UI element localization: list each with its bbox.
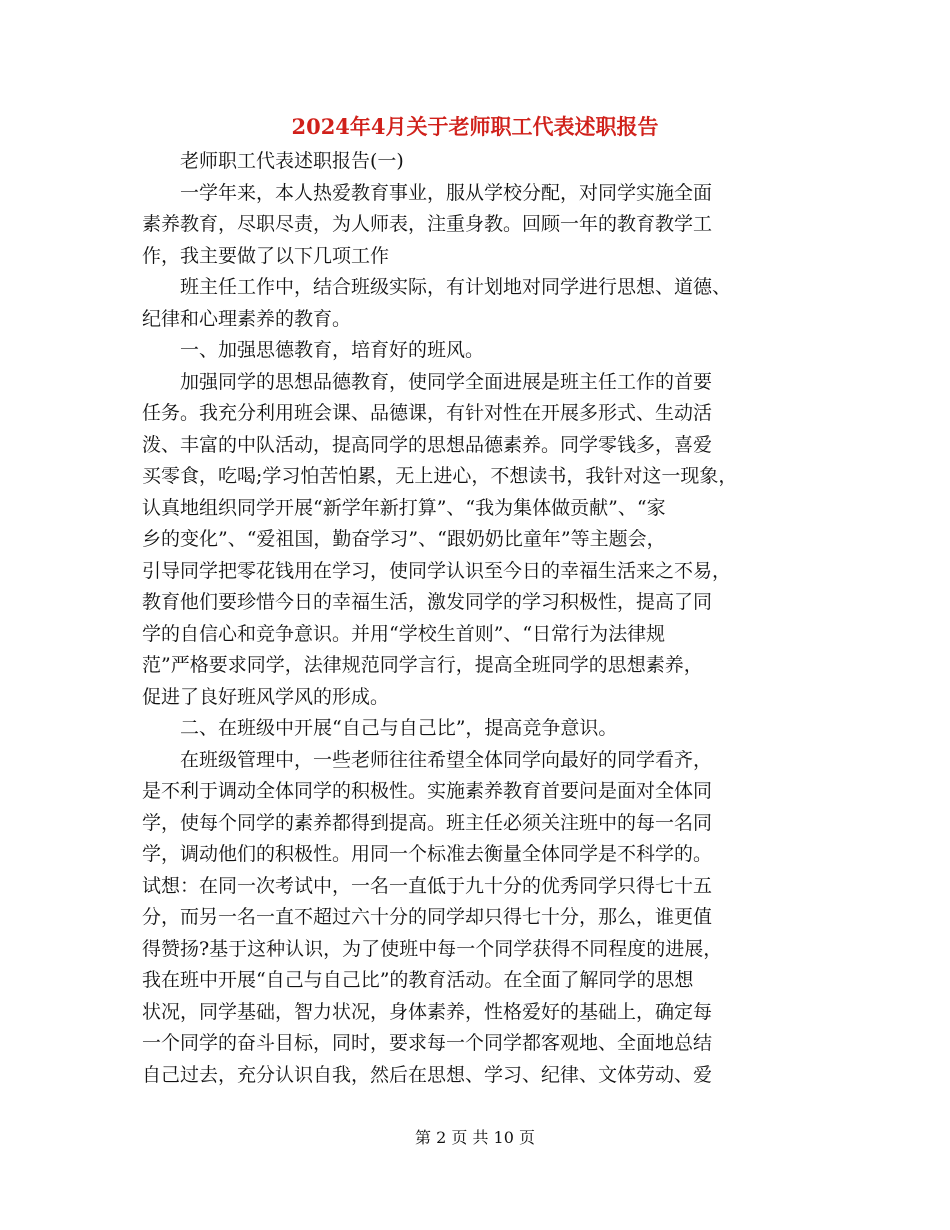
text-line: 学，使每个同学的素养都得到提高。班主任必须关注班中的每一名同 (142, 811, 713, 834)
text-line: 泼、丰富的中队活动，提高同学的思想品德素养。同学零钱多，喜爱 (142, 433, 713, 456)
text-line: 纪律和心理素养的教育。 (142, 307, 352, 330)
text-line: 我在班中开展“自己与自己比”的教育活动。在全面了解同学的思想 (142, 969, 694, 991)
document-body (142, 146, 822, 1091)
text-line: 一学年来，本人热爱教育事业，服从学校分配，对同学实施全面 (142, 181, 713, 204)
page-number-footer: 第 2 页 共 10 页 (415, 1128, 535, 1147)
text-line: 自己过去，充分认识自我，然后在思想、学习、纪律、文体劳动、爱 (142, 1063, 713, 1086)
text-line: 教育他们要珍惜今日的幸福生活，激发同学的学习积极性，提高了同 (142, 591, 713, 613)
text-line: 二、在班级中开展“自己与自己比”，提高竞争意识。 (142, 717, 618, 739)
text-line: 加强同学的思想品德教育，使同学全面进展是班主任工作的首要 (142, 370, 713, 393)
text-line: 一、加强思德教育，培育好的班风。 (142, 339, 485, 361)
document-title: 2024年4月关于老师职工代表述职报告 (291, 114, 659, 139)
text-line: 任务。我充分利用班会课、品德课，有针对性在开展多形式、生动活 (142, 402, 713, 424)
text-line: 乡的变化”、“爱祖国，勤奋学习”、“跟奶奶比童年”等主题会， (142, 528, 666, 550)
text-line: 促进了良好班风学风的形成。 (142, 685, 390, 708)
text-line: 学，调动他们的积极性。用同一个标准去衡量全体同学是不科学的。 (142, 843, 713, 865)
text-line: 在班级管理中，一些老师往往希望全体同学向最好的同学看齐， (142, 748, 713, 771)
text-line: 买零食，吃喝;学习怕苦怕累，无上进心，不想读书，我针对这一现象， (142, 465, 738, 487)
text-line: 作，我主要做了以下几项工作 (142, 244, 390, 267)
text-line: 老师职工代表述职报告(一) (142, 150, 404, 172)
text-line: 班主任工作中，结合班级实际，有计划地对同学进行思想、道德、 (142, 276, 732, 298)
text-line: 素养教育，尽职尽责，为人师表，注重身教。回顾一年的教育教学工 (142, 213, 713, 235)
text-line: 分，而另一名一直不超过六十分的同学却只得七十分，那么，谁更值 (142, 906, 713, 928)
text-line: 得赞扬?基于这种认识，为了使班中每一个同学获得不同程度的进展， (142, 937, 723, 960)
text-line: 引导同学把零花钱用在学习，使同学认识至今日的幸福生活来之不易， (142, 559, 732, 582)
text-line: 范”严格要求同学，法律规范同学言行，提高全班同学的思想素养， (142, 654, 703, 676)
text-line: 状况，同学基础，智力状况，身体素养，性格爱好的基础上，确定每 (142, 1000, 713, 1023)
text-line: 认真地组织同学开展“新学年新打算”、“我为集体做贡献”、“家 (142, 496, 666, 519)
text-line: 是不利于调动全体同学的积极性。实施素养教育首要问是面对全体同 (142, 780, 713, 802)
text-line: 试想：在同一次考试中，一名一直低于九十分的优秀同学只得七十五 (142, 874, 713, 897)
text-line: 学的自信心和竞争意识。并用“学校生首则”、“日常行为法律规 (142, 622, 666, 645)
text-line: 一个同学的奋斗目标，同时，要求每一个同学都客观地、全面地总结 (142, 1032, 713, 1054)
